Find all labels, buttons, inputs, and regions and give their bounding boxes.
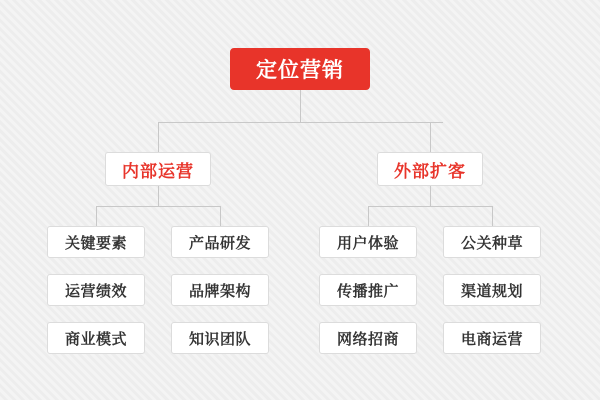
connector-branch-1-col-0 [368, 206, 369, 226]
leaf-node[interactable]: 网络招商 [319, 322, 417, 354]
branch-node-external-expansion[interactable]: 外部扩客 [377, 152, 483, 186]
root-node[interactable]: 定位营销 [230, 48, 370, 90]
leaf-node[interactable]: 关键要素 [47, 226, 145, 258]
leaf-node[interactable]: 传播推广 [319, 274, 417, 306]
connector-branch-1-spread [368, 206, 492, 207]
leaf-node[interactable]: 渠道规划 [443, 274, 541, 306]
connector-root-down [300, 90, 301, 122]
leaf-node[interactable]: 电商运营 [443, 322, 541, 354]
leaf-node[interactable]: 品牌架构 [171, 274, 269, 306]
connector-branch-0-col-1 [220, 206, 221, 226]
branch-node-internal-operations[interactable]: 内部运营 [105, 152, 211, 186]
leaf-node[interactable]: 商业模式 [47, 322, 145, 354]
leaf-node[interactable]: 公关种草 [443, 226, 541, 258]
connector-branch-0-col-0 [96, 206, 97, 226]
connector-branch-0-down [158, 122, 159, 152]
leaf-node[interactable]: 用户体验 [319, 226, 417, 258]
connector-branch-0-spread [96, 206, 220, 207]
connector-spine-top [158, 122, 443, 123]
leaf-node[interactable]: 知识团队 [171, 322, 269, 354]
leaf-node[interactable]: 运营绩效 [47, 274, 145, 306]
connector-branch-0-stem [158, 186, 159, 206]
connector-branch-1-stem [430, 186, 431, 206]
connector-branch-1-down [430, 122, 431, 152]
connector-branch-1-col-1 [492, 206, 493, 226]
leaf-node[interactable]: 产品研发 [171, 226, 269, 258]
